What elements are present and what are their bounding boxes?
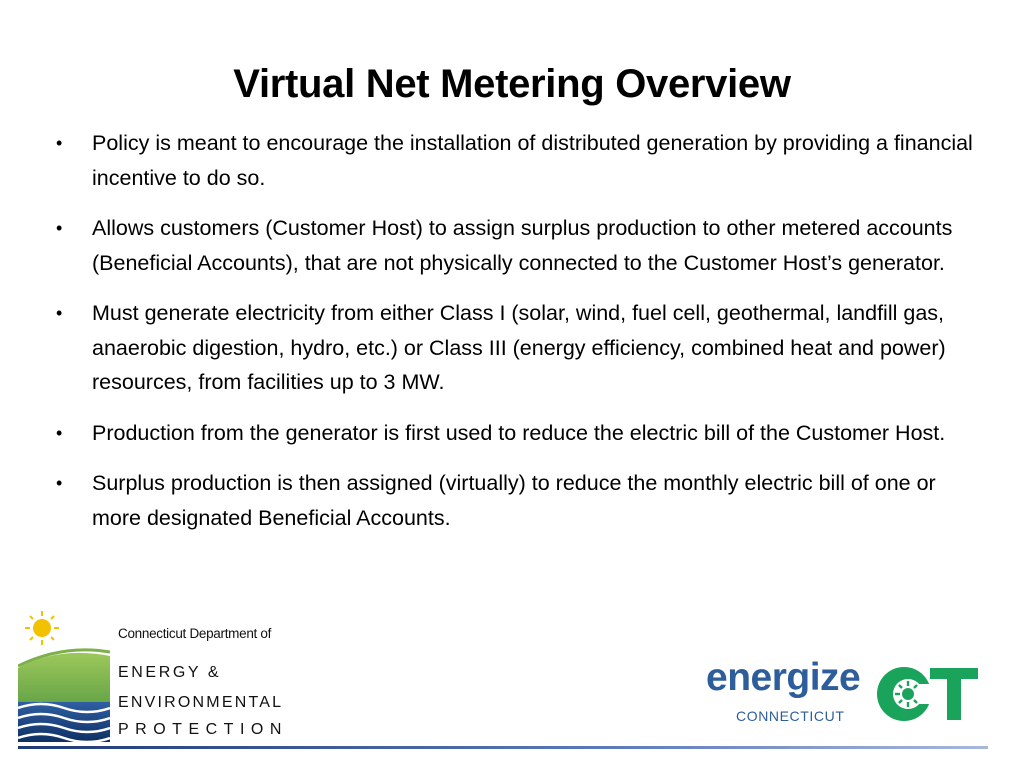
bullet-dot: • (56, 133, 63, 153)
bullet-dot: • (56, 218, 63, 238)
deep-logo-energy: ENERGY & (118, 664, 222, 681)
deep-logo-environmental: ENVIRONMENTAL (118, 694, 284, 711)
bullet-dot: • (56, 473, 63, 493)
bullet-item (56, 416, 986, 451)
bullet-text: Allows customers (Customer Host) to assign surplus production to other metered accounts (Beneficial Accounts), that are not physically connected to the Customer Host’s generator. (92, 216, 953, 275)
deep-logo-protection: PROTECTION (118, 721, 288, 738)
bullet-item (56, 466, 986, 535)
deep-logo-dept: Connecticut Department of (118, 626, 272, 641)
energize-wordmark: energize (706, 656, 861, 699)
bullet-item (56, 126, 986, 195)
bullet-text: Production from the generator is first used to reduce the electric bill of the Customer Host. (92, 420, 946, 445)
bullet-dot: • (56, 303, 63, 323)
deep-logo (18, 606, 294, 742)
bullet-item (56, 296, 986, 400)
bullet-text: Must generate electricity from either Class I (solar, wind, fuel cell, geothermal, landfill gas, anaerobic digestion, hydro, etc.) or Class III (energy efficiency, combined heat and power) resources, from facilities up to 3 MW. (92, 301, 946, 394)
ct-mark-icon (876, 666, 980, 722)
bullet-dot: • (56, 422, 63, 443)
energize-ct-logo (706, 656, 982, 732)
slide-title: Virtual Net Metering Overview (233, 62, 791, 106)
energize-sub: CONNECTICUT (736, 708, 845, 724)
sun-landscape-icon (18, 606, 110, 742)
bullet-text: Policy is meant to encourage the installation of distributed generation by providing a financial incentive to do so. (92, 131, 973, 190)
footer-rule (18, 746, 988, 749)
bullet-text: Surplus production is then assigned (virtually) to reduce the monthly electric bill of one or more designated Beneficial Accounts. (92, 471, 936, 530)
bullet-list (56, 126, 986, 551)
bullet-item (56, 211, 986, 280)
